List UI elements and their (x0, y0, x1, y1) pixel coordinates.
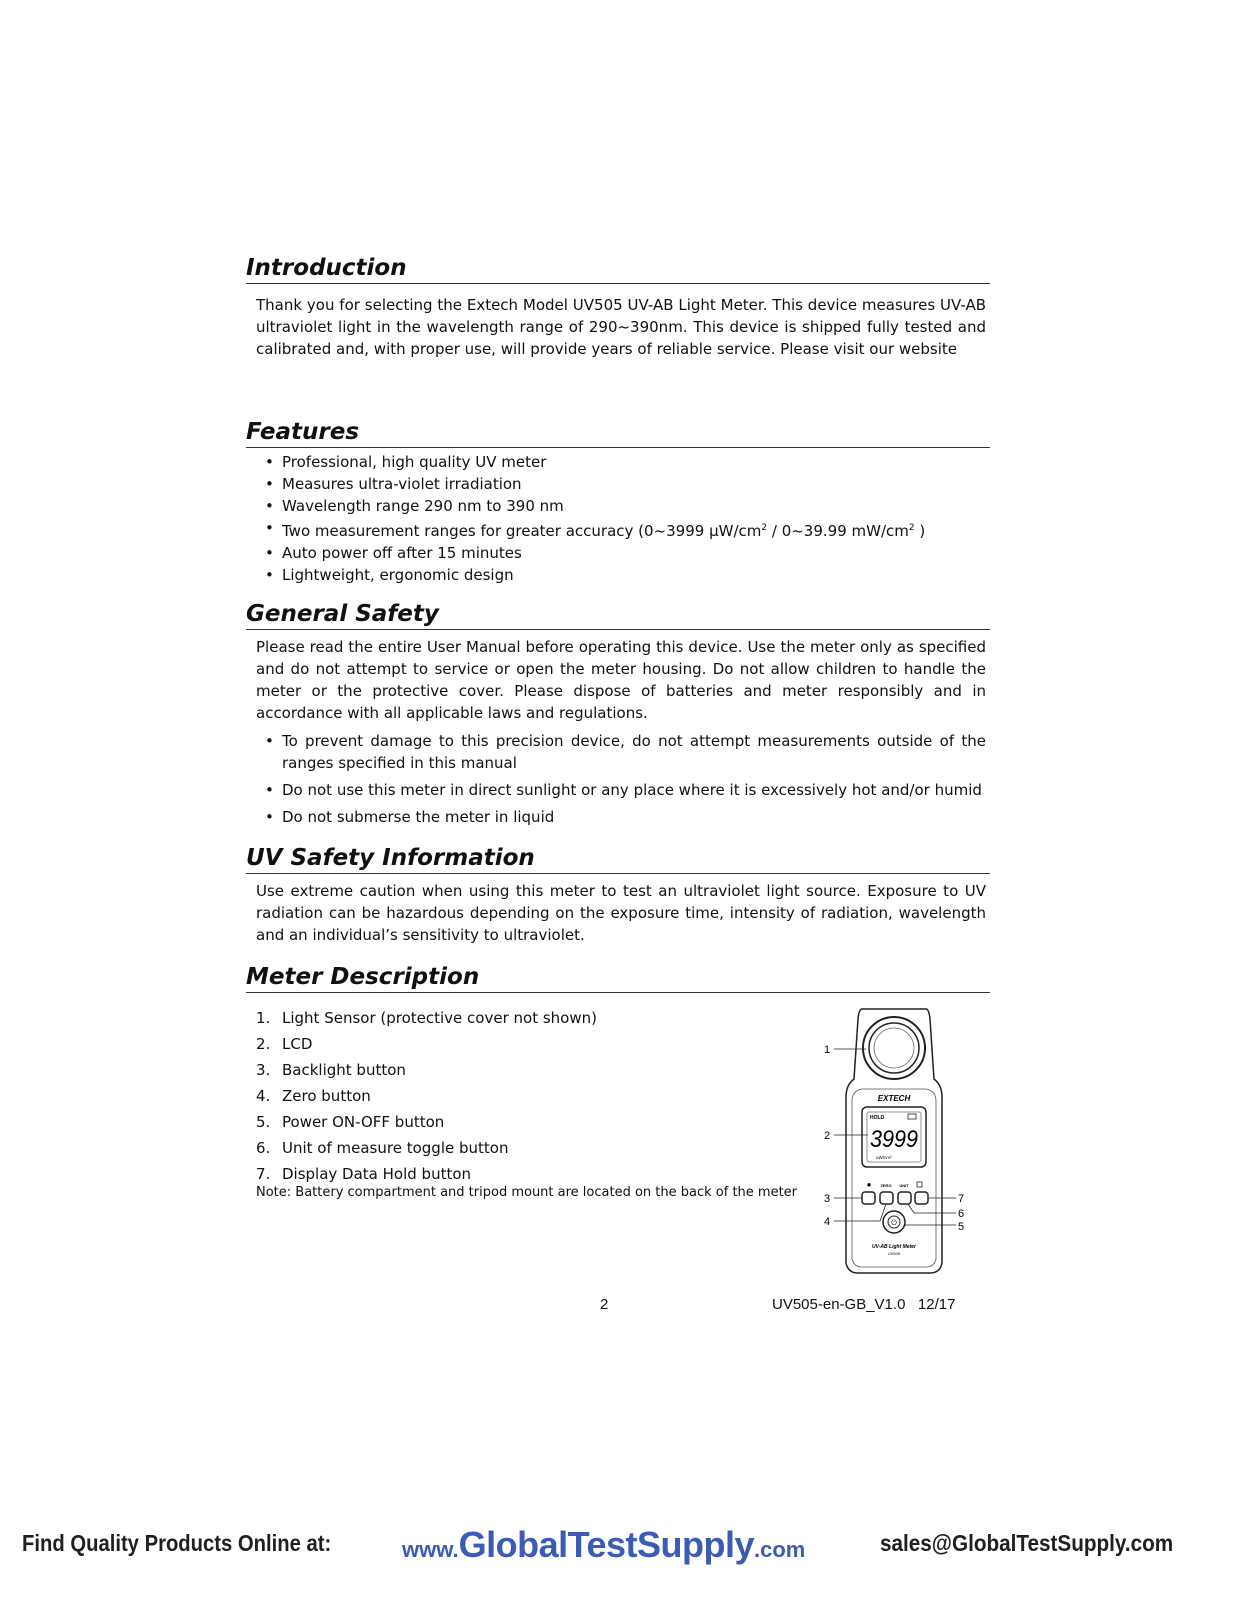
callout-6: 6 (958, 1208, 965, 1220)
item-label: LCD (282, 1035, 313, 1053)
list-item: • Do not submerse the meter in liquid (256, 806, 986, 828)
list-item: • Wavelength range 290 nm to 390 nm (256, 495, 986, 517)
meter-diagram (822, 1005, 972, 1285)
lcd-unit: uW/cm² (876, 1155, 892, 1160)
list-item: • Measures ultra-violet irradiation (256, 473, 986, 495)
callout-5: 5 (958, 1221, 965, 1233)
item-number: 6. (256, 1139, 271, 1157)
item-number: 2. (256, 1035, 271, 1053)
brand-label: EXTECH (877, 1094, 911, 1103)
item-label: Zero button (282, 1087, 371, 1105)
superscript: 2 (761, 523, 768, 533)
list-item: • Do not use this meter in direct sunlight or any place where it is excessively hot and/or humid (256, 779, 986, 801)
power-icon: ⏻ (891, 1220, 897, 1227)
range-text: / 0~39.99 mW/cm (767, 522, 909, 540)
website-www: www. (402, 1537, 459, 1562)
list-item (256, 1135, 816, 1161)
uv-safety-text: Use extreme caution when using this meter to test an ultraviolet light source. Exposure to UV radiation can be hazardous depending on the exposure time, intensity of radiation, wavelength and an individual’s sensitivity to ultraviolet. (256, 882, 986, 944)
unit-button (898, 1192, 911, 1204)
uv-safety-heading: UV Safety Information (246, 844, 990, 874)
manual-page (246, 0, 990, 1320)
sensor-lens (874, 1028, 914, 1068)
features-heading: Features (246, 418, 990, 448)
features-list (256, 451, 986, 586)
backlight-icon: ✹ (866, 1183, 872, 1189)
website-name: GlobalTestSupply (458, 1524, 755, 1565)
list-item: • To prevent damage to this precision device, do not attempt measurements outside of the ranges specified in this manual (256, 730, 986, 774)
backlight-button (862, 1192, 875, 1204)
item-number: 5. (256, 1113, 271, 1131)
range-text: ) (914, 522, 926, 540)
item-number: 3. (256, 1061, 271, 1079)
callout-3: 3 (824, 1193, 831, 1205)
list-item (256, 1031, 816, 1057)
list-item: • Professional, high quality UV meter (256, 451, 986, 473)
general-safety-text: Please read the entire User Manual before operating this device. Use the meter only as specified and do not attempt to service or open the meter housing. Do not allow children to handle the meter or the protective cover. Please dispose of batteries and meter responsibly and in accordance with all applicable laws and regulations. (256, 638, 986, 722)
sales-email-link[interactable]: sales@GlobalTestSupply.com (880, 1530, 1174, 1556)
callout-1: 1 (824, 1044, 831, 1056)
item-label: Backlight button (282, 1061, 406, 1079)
list-item (256, 1109, 816, 1135)
model-number: UV505 (887, 1251, 901, 1256)
item-label: Light Sensor (protective cover not shown) (282, 1009, 597, 1027)
introduction-heading: Introduction (246, 254, 990, 284)
ad-tagline: Find Quality Products Online at: (22, 1530, 332, 1556)
page-number: 2 (600, 1296, 609, 1313)
list-item: • Auto power off after 15 minutes (256, 542, 986, 564)
lcd-hold-indicator: HOLD (870, 1115, 885, 1121)
list-item (256, 1057, 816, 1083)
item-label: Display Data Hold button (282, 1165, 472, 1183)
superscript: 2 (908, 523, 915, 533)
item-label: Power ON-OFF button (282, 1113, 445, 1131)
callout-7: 7 (958, 1193, 965, 1205)
general-safety-heading: General Safety (246, 600, 990, 630)
zero-label: ZERO (880, 1183, 892, 1188)
website-tld: .com (754, 1537, 806, 1562)
item-number: 4. (256, 1087, 271, 1105)
document-id-text: UV505-en-GB_V1.0 12/17 (772, 1296, 956, 1313)
unit-label: UNIT (899, 1183, 909, 1188)
model-name: UV-AB Light Meter (872, 1244, 916, 1250)
list-item: • Lightweight, ergonomic design (256, 564, 986, 586)
document-id (772, 1296, 955, 1313)
meter-parts-list (256, 1005, 816, 1187)
callout-2: 2 (824, 1130, 831, 1142)
range-text: Two measurement ranges for greater accuracy (0~3999 µW/cm (282, 522, 762, 540)
meter-description-heading: Meter Description (246, 963, 990, 993)
introduction-text: Thank you for selecting the Extech Model UV505 UV-AB Light Meter. This device measures UV-AB ultraviolet light in the wavelength range of 290~390nm. This device is shipped fully tested and calibrated and, with proper use, will provide years of reliable service. Please visit our website (256, 296, 986, 358)
hold-button (915, 1192, 928, 1204)
item-label: Unit of measure toggle button (282, 1139, 509, 1157)
zero-button (880, 1192, 893, 1204)
item-number: 1. (256, 1009, 271, 1027)
list-item (256, 1083, 816, 1109)
list-item (256, 1005, 816, 1031)
item-number: 7. (256, 1165, 271, 1183)
website-link[interactable] (402, 1524, 805, 1566)
lcd-reading: 3999 (869, 1124, 919, 1153)
callout-4: 4 (824, 1216, 831, 1228)
safety-list (256, 730, 986, 828)
list-item (256, 517, 986, 542)
battery-note: Note: Battery compartment and tripod mount are located on the back of the meter (256, 1185, 798, 1200)
